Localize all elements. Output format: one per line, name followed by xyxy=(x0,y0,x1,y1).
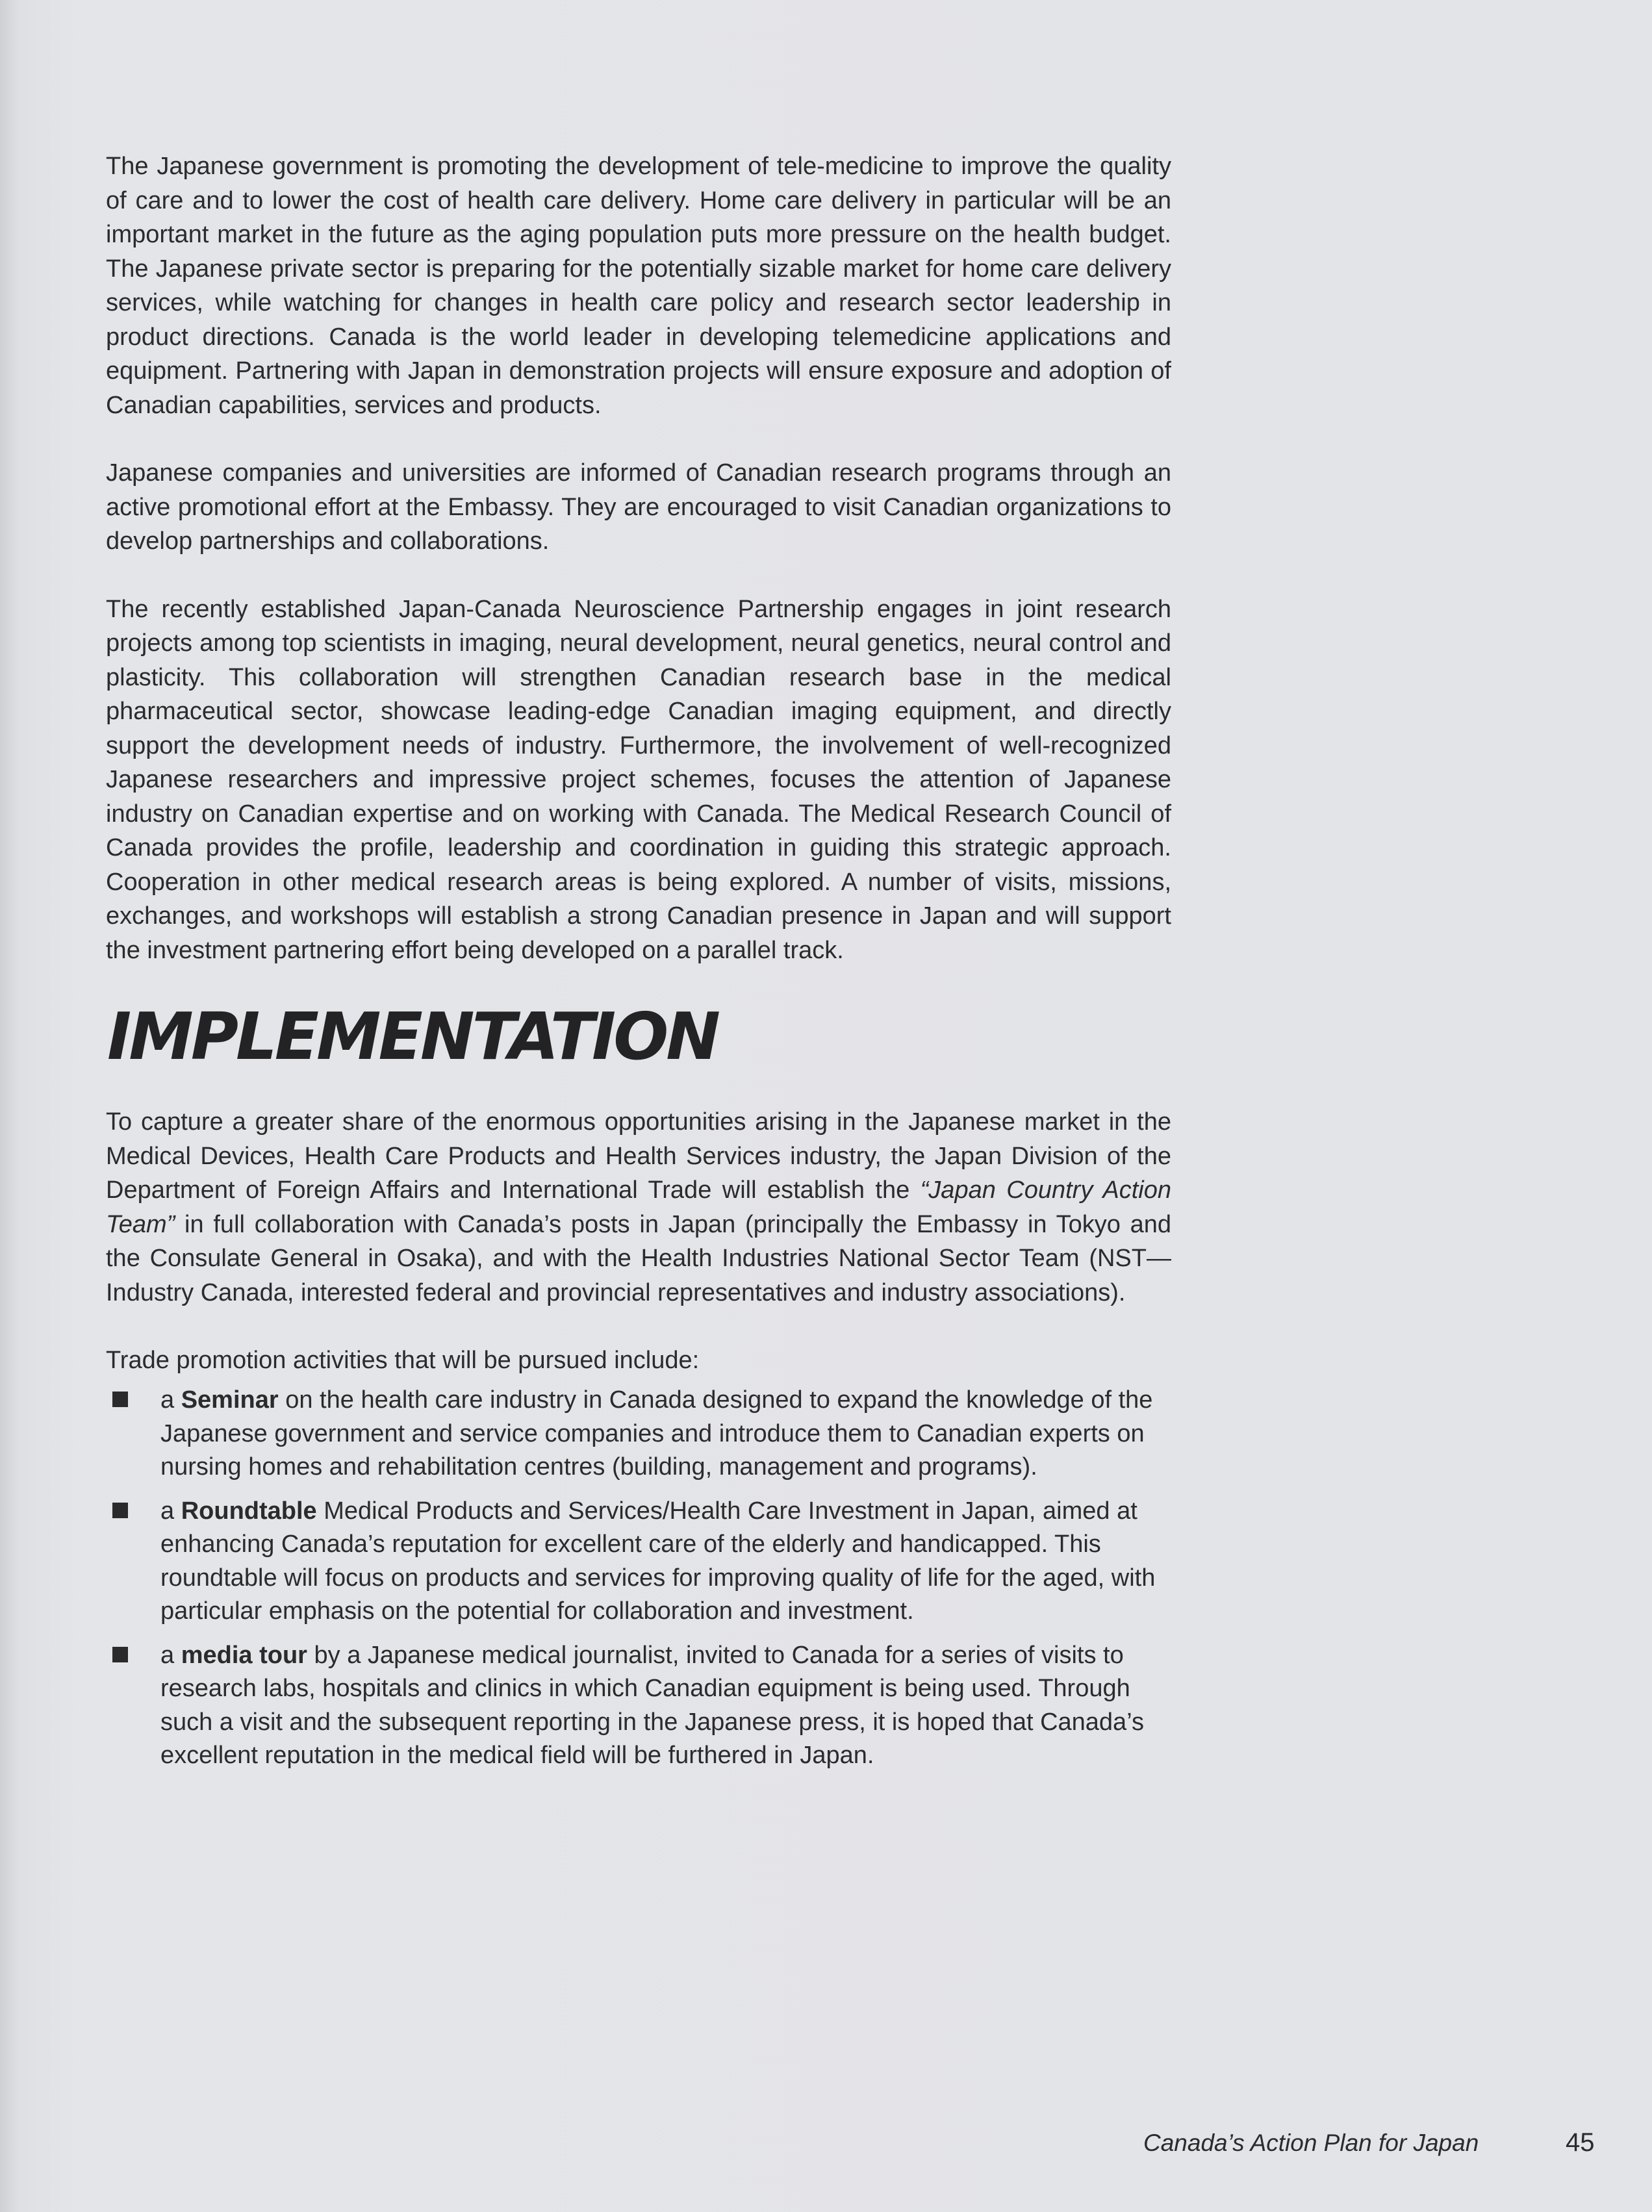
activity-item-media-tour xyxy=(106,1639,1171,1773)
implementation-text-after: in full collaboration with Canada’s posts in Japan (principally the Embassy in Tokyo and the Consulate General in Osaka), and with the Health Industries National Sector Team (NST—Industry Canada, interested federal and provincial representatives and industry associations). xyxy=(106,1210,1171,1306)
activity-prefix: a xyxy=(160,1497,181,1525)
activity-item-seminar xyxy=(106,1384,1171,1484)
activity-title: Roundtable xyxy=(181,1497,317,1525)
paragraph-research-programs: Japanese companies and universities are informed of Canadian research programs through an active promotional effort at the Embassy. They are encouraged to visit Canadian organizations to develop partnerships and collaborations. xyxy=(106,459,1171,555)
activity-title: media tour xyxy=(181,1641,307,1669)
team-name: “Japan Country Action Team” xyxy=(106,1176,1171,1238)
bullet-square-icon xyxy=(112,1503,128,1518)
bullet-square-icon xyxy=(112,1392,128,1407)
page-number: 45 xyxy=(1566,2128,1595,2157)
activity-description: by a Japanese medical journalist, invited to Canada for a series of visits to research labs, hospitals and clinics in which Canadian equipment is being used. Through such a visit and the subsequent reporting in the Japanese press, it is hoped that Canada’s excellent reputation in the medical field will be furthered in Japan. xyxy=(160,1641,1144,1769)
footer-publication-title: Canada’s Action Plan for Japan xyxy=(1143,2129,1479,2156)
activities-intro: Trade promotion activities that will be pursued include: xyxy=(106,1347,700,1374)
activity-prefix: a xyxy=(160,1641,181,1669)
activity-description: on the health care industry in Canada designed to expand the knowledge of the Japanese government and service companies and introduce them to Canadian experts on nursing homes and rehabilitation centres (building, management and programs). xyxy=(160,1386,1153,1481)
page-content xyxy=(106,149,1171,1783)
activity-title: Seminar xyxy=(181,1386,279,1414)
activity-prefix: a xyxy=(160,1386,181,1414)
paragraph-neuroscience-partnership: The recently established Japan-Canada Neuroscience Partnership engages in joint research projects among top scientists in imaging, neural development, neural genetics, neural control and plasticity. This collaboration will strengthen Canadian research base in the medical pharmaceutical sector, showcase leading-edge Canadian imaging equipment, and directly support the development needs of industry. Furthermore, the involvement of well-recognized Japanese researchers and impressive project schemes, focuses the attention of Japanese industry on Canadian expertise and on working with Canada. The Medical Research Council of Canada provides the profile, leadership and coordination in guiding this strategic approach. Cooperation in other medical research areas is being explored. A number of visits, missions, exchanges, and workshops will establish a strong Canadian presence in Japan and will support the investment partnering effort being developed on a parallel track. xyxy=(106,595,1171,964)
paragraph-implementation xyxy=(106,1105,1171,1310)
activity-item-roundtable xyxy=(106,1495,1171,1629)
implementation-heading: IMPLEMENTATION xyxy=(107,998,718,1074)
activities-list xyxy=(106,1384,1171,1773)
activity-description: Medical Products and Services/Health Care Investment in Japan, aimed at enhancing Canada’s reputation for excellent care of the elderly and handicapped. This roundtable will focus on products and services for improving quality of life for the aged, with particular emphasis on the potential for collaboration and investment. xyxy=(160,1497,1156,1625)
implementation-text-before: To capture a greater share of the enormous opportunities arising in the Japanese market in the Medical Devices, Health Care Products and Health Services industry, the Japan Division of the Department of Foreign Affairs and International Trade will establish the xyxy=(106,1108,1171,1204)
bullet-square-icon xyxy=(112,1647,128,1662)
paragraph-telemedicine: The Japanese government is promoting the development of tele-medicine to improve the quality of care and to lower the cost of health care delivery. Home care delivery in particular will be an important market in the future as the aging population puts more pressure on the health budget. The Japanese private sector is preparing for the potentially sizable market for home care delivery services, while watching for changes in health care policy and research sector leadership in product directions. Canada is the world leader in developing telemedicine applications and equipment. Partnering with Japan in demonstration projects will ensure exposure and adoption of Canadian capabilities, services and products. xyxy=(106,153,1171,419)
